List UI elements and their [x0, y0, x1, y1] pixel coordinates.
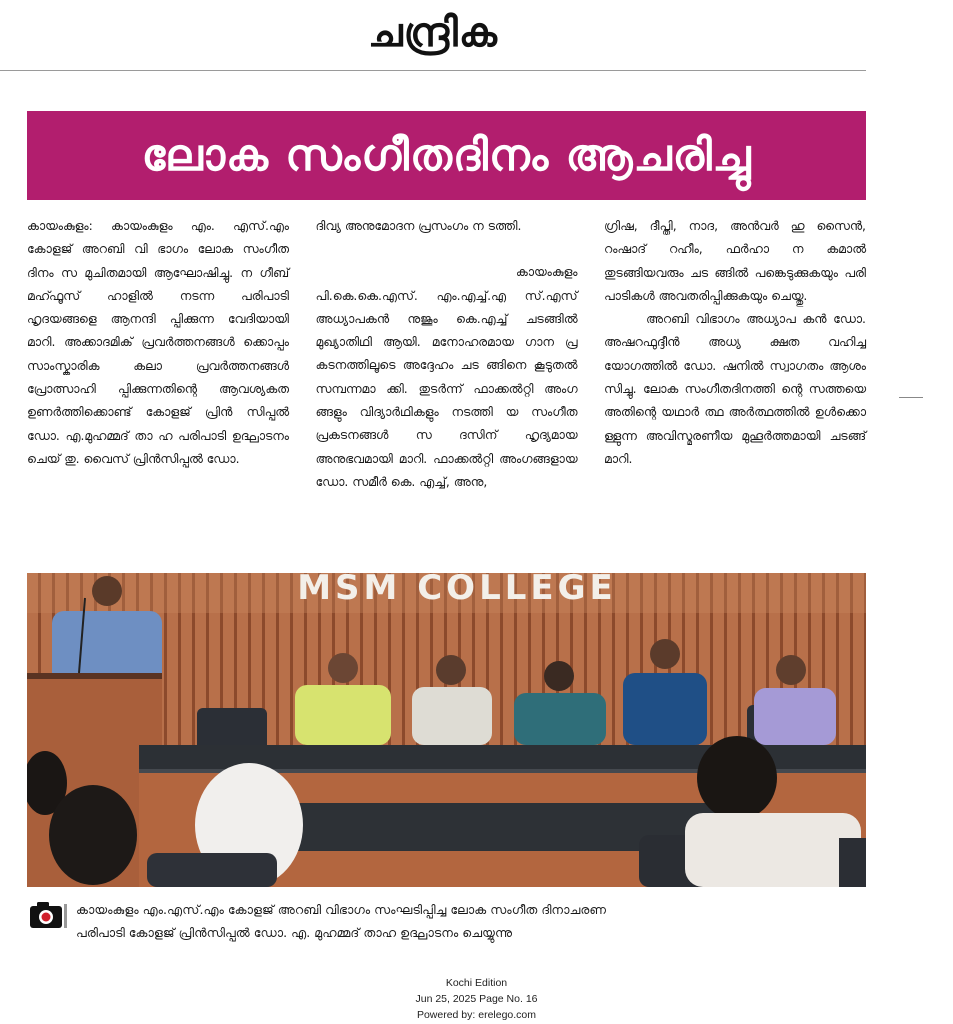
powered-by-link[interactable]: Powered by: erelego.com: [416, 1009, 537, 1021]
edition-label: Kochi Edition: [445, 977, 508, 989]
article-paragraph: ഗ്രിഷ, ദീപ്തി, നാദ, അൻവർ ഹു സൈൻ, റംഷാദ് റഹീം, ഫർഹാ ന കമാൽ തുടങ്ങിയവരും ചട ങ്ങിൽ പങ്കെടുക്കുകയും പരി പാടികൾ അവതരിപ്പിക്കുകയും ചെയ്തു.: [604, 218, 866, 303]
article-paragraph: കായംകുളം: കായംകുളം എം. എസ്.എം കോളജ് അറബി വി ഭാഗം ലോക സംഗീത ദിനം സ മുചിതമായി ആഘോഷിച്ചു. ന ഗീബ് മഹ്ഫൂസ് ഹാളിൽ നടന്ന പരിപാടി ഹൃദയങ്ങളെ ആനന്ദി പ്പിക്കുന്ന വേദിയായി മാറി. അക്കാദമിക് പ്രവർത്തനങ്ങൾ ക്കൊപ്പം സാംസ്കാരിക കലാ പ്രവർത്തനങ്ങൾ പ്രോത്സാഹി പ്പിക്കുന്നതിന്റെ ആവശ്യകത ഉണർത്തിക്കൊണ്ട് കോളജ് പ്രിൻ സിപ്പൽ ഡോ. എ.മുഹമ്മദ് താ ഹ പരിപാടി ഉദ്ഘാടനം ചെയ് തു. വൈസ് പ്രിൻസിപ്പൽ ഡോ.: [27, 218, 289, 466]
article-column-2: [316, 214, 578, 562]
masthead-title: ചന്ദ്രിക: [368, 10, 498, 56]
article-paragraph: പി.കെ.കെ.എസ്. എം.എച്ച്.എ സ്.എസ് അധ്യാപകൻ നുജൂം കെ.എച്ച് ചടങ്ങിൽ മുഖ്യാതിഥി ആയി. മനോഹരമായ ഗാന പ്ര കടനത്തിലൂടെ അദ്ദേഹം ചട ങ്ങിനെ കൂടുതൽ സമ്പന്നമാ ക്കി. തുടർന്ന് ഫാക്കൽറ്റി അംഗ ങ്ങളും വിദ്യാർഥികളും നടത്തി യ സംഗീത പ്രകടനങ്ങൾ സ ദസിന് ഹൃദ്യമായ അനുഭവമായി മാറി. ഫാക്കൽറ്റി അംഗങ്ങളായ ഡോ. സമീർ കെ. എച്ച്, അനു,: [315, 287, 578, 489]
photo-caption: [28, 898, 868, 948]
article-paragraph: അറബി വിഭാഗം അധ്യാപ കൻ ഡോ. അഷറഫുദ്ദീൻ അധ്യ ക്ഷത വഹിച്ച യോഗത്തിൽ ഡോ. ഷനിൽ സ്വാഗതം ആശം സിച്ചു. ലോക സംഗീതദിനത്തി ന്റെ സത്തയെ അതിന്റെ യഥാർ ത്ഥ അർത്ഥത്തിൽ ഉൾക്കൊ ള്ളുന്ന അവിസ്മരണീയ മുഹൂർത്തമായി ചടങ്ങ് മാറി.: [604, 311, 866, 466]
caption-line-2: പരിപാടി കോളജ് പ്രിൻസിപ്പൽ ഡോ. എ. മുഹമ്മദ് താഹ ഉദ്ഘാടനം ചെയ്യുന്നു: [76, 925, 513, 940]
article-column-3: [604, 214, 866, 562]
camera-icon: [28, 900, 68, 930]
headline-banner: ലോക സംഗീതദിനം ആചരിച്ചു: [27, 111, 866, 200]
page-footer: [0, 975, 953, 1023]
masthead-divider: [0, 70, 866, 71]
margin-mark: [899, 397, 923, 398]
article-paragraph: ദിവ്യ അനുമോദന പ്രസംഗം ന ടത്തി.: [315, 218, 522, 233]
news-photo: [27, 573, 866, 887]
article-body: [27, 214, 866, 562]
date-page-label: Jun 25, 2025 Page No. 16: [415, 993, 538, 1005]
article-column-1: [27, 214, 289, 562]
caption-text: [76, 898, 866, 944]
wall-sign: MSM COLLEGE: [297, 573, 617, 608]
article-paragraph-start: കായംകുളം: [515, 264, 578, 280]
caption-line-1: കായംകുളം എം.എസ്.എം കോളജ് അറബി വിഭാഗം സംഘടിപ്പിച്ച ലോക സംഗീത ദിനാചരണ: [76, 902, 607, 917]
